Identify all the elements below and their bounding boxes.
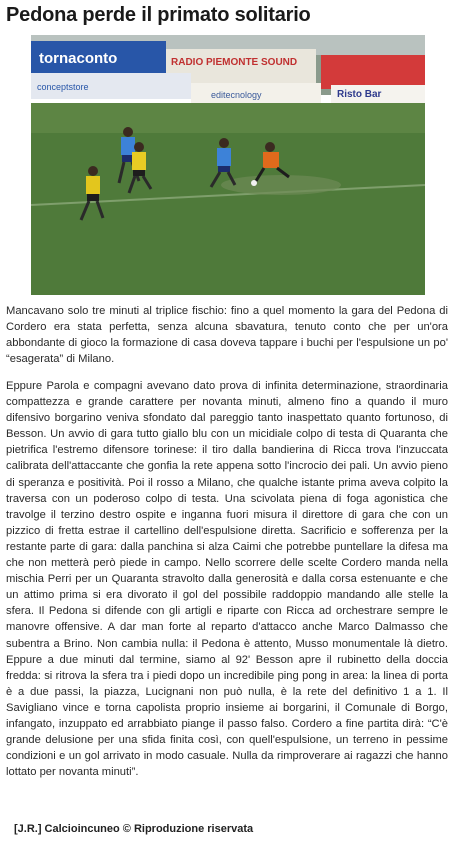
banner-text: Risto Bar <box>337 89 382 100</box>
banner-text: RADIO PIEMONTE SOUND <box>171 57 298 68</box>
article-credit: [J.R.] Calcioincuneo © Riproduzione riservata <box>14 823 254 835</box>
article-paragraph: Eppure Parola e compagni avevano dato prova di infinita determinazione, straordinaria compattezza e grande carattere per novanta minuti, almeno fino a quando il muro difensivo borgarino veniva sfondato dal pareggio tanto inaspettato quanto fortunoso, di Besson. Un avvio di gara tutto giallo blu con un micidiale colpo di testa di Quaranta che pietrifica l'estremo difensore torinese: il tiro dalla bandierina di Ricca trova l'inzuccata calibrata dell'attaccante che gonfia la rete appena sotto l'incrocio dei pali. Un avvio pieno di speranza e positività. Poi il rosso a Milano, che qualche istante prima aveva colpito la traversa con un poderoso colpo di testa. Una scivolata piena di foga agonistica che travolge il terzino destro ospite e inganna fuori misura il direttore di gara che con un pizzico di fretta estrae il cartellino dell'espulsione diretta. Sacrificio e sofferenza per la restante parte di gara: dalla panchina si alza Caimi che potrebbe puntellare la difesa ma che non metterà però piede in campo. Nello scorrere delle scelte Cordero manda nella mischia Perri per un Quaranta stravolto dalla generosità e dalla corsa estenuante e che un attimo prima si era divorato il gol del possibile raddoppio mandando alle stelle la sfera. Il Pedona si difende con gli artigli e riparte con Ricca ad orchestrare sempre le manovre offensive. A dar man forte al reparto d'attacco anche Marco Dalmasso che subentra a Brino. Non cambia nulla: il Pedona è attento, Musso monumentale là dietro. Eppure a due minuti dal termine, siamo al 92' Besson apre il rubinetto della doccia fredda: si ritrova la sfera tra i piedi dopo un incredibile ping pong in area: la linea di porta è a due passi, la piazza, Lucignani non può nulla, è la rete del definitivo 1 a 1. Il Savigliano vince e torna capolista proprio insieme ai borgarini, il Comunale di Borgo, infangato, inzuppato ed arrabbiato piange il passo falso. Cordero a fine partita dirà: “C'è grande delusione per una sfida finita così, con quell'espulsione, un terreno in pessime condizioni e un gol arrivato in modo casuale. Nulla da rimproverare ai ragazzi che hanno lottato per novanta minuti”. <box>6 380 448 779</box>
banner-text: editecnology <box>211 90 262 100</box>
article-paragraph: Mancavano solo tre minuti al triplice fischio: fino a quel momento la gara del Pedona di Cordero era stata perfetta, senza alcuna sbavatura, tenuto conto che per un'ora abbondante di gioco la formazione di casa doveva tappare i buchi per l'espulsione un po' “esagerata” di Milano. <box>6 305 448 366</box>
match-photo <box>31 35 425 295</box>
banner-text: tornaconto <box>39 50 118 67</box>
ball <box>251 180 257 186</box>
article-title: Pedona perde il primato solitario <box>6 4 311 26</box>
banner-text: conceptstore <box>37 82 89 92</box>
